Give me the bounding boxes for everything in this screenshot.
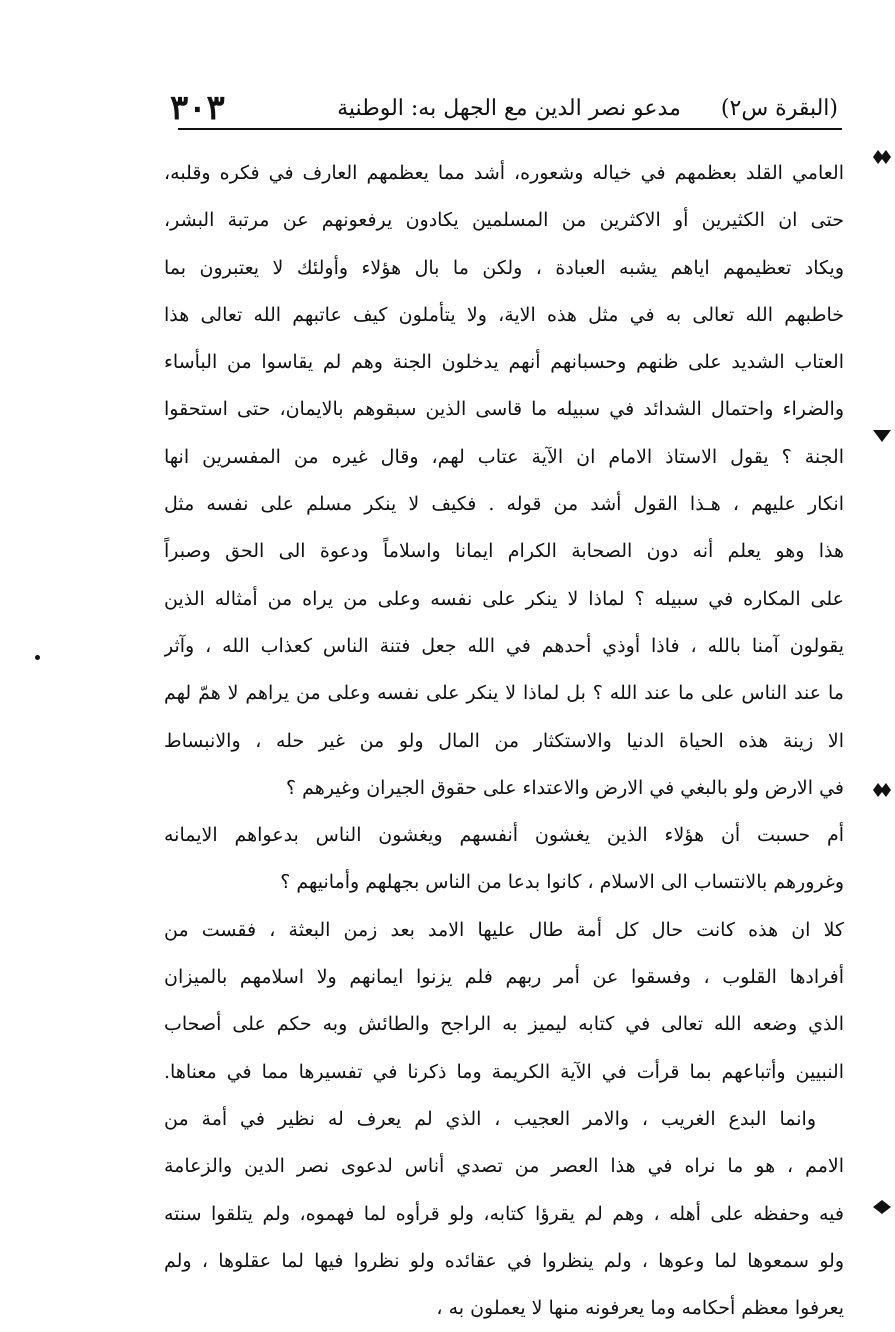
text-line: في الارض ولو بالبغي في الارض والاعتداء على حقوق الجيران وغيرهم ؟	[286, 776, 844, 799]
text-line: النبيين وأتباعهم بما قرأت في الآية الكريمة وما ذكرنا في تفسيرها مما في معناها.	[164, 1060, 844, 1083]
binding-hole-mark	[873, 783, 891, 797]
text-line: حتى ان الكثيرين أو الاكثرين من المسلمين يكادون يرفعونهم عن مرتبة البشر،	[164, 209, 844, 232]
text-line: يقولون آمنا بالله ، فاذا أوذي أحدهم في الله جعل فتنة الناس كعذاب الله ، وآثر	[164, 634, 844, 657]
text-line: هذا وهو يعلم أنه دون الصحابة الكرام ايمانا واسلاماً ودعوة الى الحق وصبراً	[164, 540, 844, 563]
surah-reference: (البقرة س٢)	[720, 95, 838, 121]
text-line: ولو سمعوها لما وعوها ، ولم ينظروا في عقائده ولو نظروا فيها لما عقلوها ، ولم	[164, 1249, 844, 1272]
text-line: الا زينة هذه الحياة الدنيا والاستكثار من المال ولو من غير حله ، والانبساط	[164, 729, 844, 752]
text-line: خاطبهم الله تعالى به في مثل هذه الاية، ولا يتأملون كيف عاتبهم الله تعالى هذا	[164, 303, 844, 326]
text-line: أم حسبت أن هؤلاء الذين يغشون أنفسهم ويغشون الناس بدعواهم الايمانه	[164, 824, 844, 847]
text-line: فيه وحفظه على أهله ، وهم لم يقرؤا كتابه، ولو قرأوه لما فهموه، ولم يتلقوا سنته	[164, 1202, 844, 1225]
text-line: على المكاره في سبيله ؟ لماذا لا ينكر على نفسه وعلى من يراه من أمثاله الذين	[164, 587, 844, 610]
page-header	[170, 86, 838, 130]
body-text	[164, 150, 844, 1332]
text-line: ويكاد تعظيمهم اياهم يشبه العبادة ، ولكن ما بال هؤلاء وأولئك لا يعتبرون بما	[164, 256, 844, 279]
binding-hole-mark	[873, 1200, 891, 1214]
text-line: انكار عليهم ، هـذا القول أشد من قوله . فكيف لا ينكر مسلم على نفسه مثل	[164, 493, 844, 516]
text-line: العامي القلد بعظمهم في خياله وشعوره، أشد مما يعظمهم العارف في فكره وقلبه،	[164, 162, 844, 184]
text-line: يعرفوا معظم أحكامه وما يعرفونه منها لا يعملون به ،	[436, 1297, 844, 1320]
text-line: أفرادها القلوب ، وفسقوا عن أمر ربهم فلم يزنوا ايمانهم ولا اسلامهم بالميزان	[164, 966, 844, 989]
margin-speck	[35, 655, 40, 660]
header-rule	[178, 128, 842, 130]
page-number: ٣٠٣	[170, 88, 225, 128]
text-line: الامم ، هو ما نراه في هذا العصر من تصدي أناس لدعوى نصر الدين والزعامة	[164, 1155, 844, 1178]
text-line: ما عند الناس على ما عند الله ؟ بل لماذا لا ينكر على نفسه وعلى من يراهم لا همّ لهم	[164, 682, 844, 705]
text-line: كلا ان هذه كانت حال كل أمة طال عليها الامد بعد زمن البعثة ، فقست من	[164, 918, 844, 941]
text-line: الذي وضعه الله تعالى في كتابه ليميز به الراجح والطائش وبه حكم على أصحاب	[164, 1013, 844, 1036]
binding-hole-mark	[873, 150, 891, 164]
text-line: العتاب الشديد على ظنهم وحسبانهم أنهم يدخلون الجنة وهم لم يقاسوا من البأساء	[164, 351, 844, 374]
binding-hole-mark	[873, 428, 891, 442]
text-line: وغرورهم بالانتساب الى الاسلام ، كانوا بدعا من الناس بجهلهم وأمانيهم ؟	[280, 871, 844, 894]
running-title: مدعو نصر الدين مع الجهل به: الوطنية	[337, 95, 681, 121]
text-line: وانما البدع الغريب ، والامر العجيب ، الذي لم يعرف له نظير في أمة من	[164, 1107, 816, 1130]
text-line: الجنة ؟ يقول الاستاذ الامام ان الآية عتاب لهم، وقال غيره من المفسرين انها	[164, 445, 844, 468]
text-line: والضراء واحتمال الشدائد في سبيله ما قاسى الذين سبقوهم بالايمان، حتى استحقوا	[164, 398, 844, 421]
